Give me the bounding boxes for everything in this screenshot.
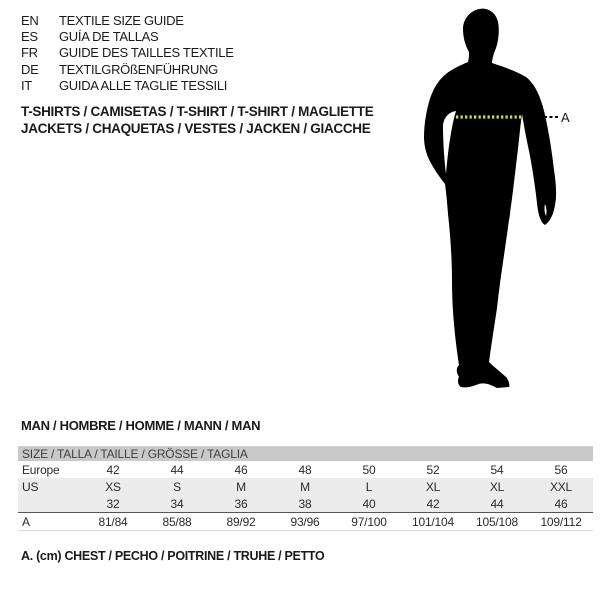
language-label: TEXTILGRÖßENFÜHRUNG bbox=[59, 61, 218, 77]
table-row-us bbox=[18, 478, 593, 495]
size-cell: 46 bbox=[234, 462, 248, 477]
language-label: GUIDE DES TAILLES TEXTILE bbox=[59, 45, 234, 61]
size-cell: 44 bbox=[490, 496, 504, 511]
size-cell: 48 bbox=[298, 462, 312, 477]
size-cell: XS bbox=[105, 479, 121, 494]
size-cell: M bbox=[300, 479, 310, 494]
size-cell: XL bbox=[425, 479, 441, 494]
language-label: GUIDA ALLE TAGLIE TESSILI bbox=[59, 78, 228, 94]
size-cell: 46 bbox=[554, 496, 568, 511]
size-cell: 44 bbox=[170, 462, 184, 477]
language-code: EN bbox=[21, 12, 39, 28]
product-line-jackets: JACKETS / CHAQUETAS / VESTES / JACKEN / GIACCHE bbox=[21, 121, 371, 136]
product-lines bbox=[21, 103, 373, 137]
language-row bbox=[21, 28, 234, 44]
size-cell: 89/92 bbox=[226, 514, 256, 529]
row-label: Europe bbox=[22, 462, 60, 477]
language-label: GUÍA DE TALLAS bbox=[59, 29, 159, 45]
size-cell: 42 bbox=[106, 462, 120, 477]
table-row-us-numeric bbox=[18, 495, 593, 512]
language-row bbox=[21, 61, 234, 77]
size-cell: 93/96 bbox=[290, 514, 320, 529]
row-label: A bbox=[22, 514, 30, 529]
size-cell: 40 bbox=[362, 496, 376, 511]
language-list bbox=[21, 12, 234, 94]
size-cell: 36 bbox=[234, 496, 248, 511]
language-row bbox=[21, 12, 234, 28]
size-cell: 85/88 bbox=[162, 514, 192, 529]
size-cell: XL bbox=[489, 479, 505, 494]
size-cell: 54 bbox=[490, 462, 504, 477]
language-code: DE bbox=[21, 61, 39, 77]
size-table bbox=[18, 446, 593, 531]
size-cell: 81/84 bbox=[98, 514, 128, 529]
size-table-header: SIZE / TALLA / TAILLE / GRÖSSE / TAGLIA bbox=[18, 446, 593, 461]
language-code: ES bbox=[21, 29, 38, 45]
product-line-tshirts: T-SHIRTS / CAMISETAS / T-SHIRT / T-SHIRT / MAGLIETTE bbox=[21, 104, 374, 119]
table-row-chest-a bbox=[18, 512, 593, 531]
size-cell: 32 bbox=[106, 496, 120, 511]
size-cell: 109/112 bbox=[540, 514, 582, 529]
size-cell: 42 bbox=[426, 496, 440, 511]
size-cell: 101/104 bbox=[412, 514, 454, 529]
size-cell: XXL bbox=[549, 479, 573, 494]
footnote: A. (cm) CHEST / PECHO / POITRINE / TRUHE / PETTO bbox=[21, 549, 325, 563]
language-row bbox=[21, 45, 234, 61]
size-cell: 34 bbox=[170, 496, 184, 511]
language-code: FR bbox=[21, 45, 38, 61]
language-code: IT bbox=[21, 78, 32, 94]
man-silhouette bbox=[408, 0, 600, 400]
size-cell: 52 bbox=[426, 462, 440, 477]
section-title: MAN / HOMBRE / HOMME / MANN / MAN bbox=[21, 418, 261, 433]
table-row-europe bbox=[18, 461, 593, 478]
size-cell: 50 bbox=[362, 462, 376, 477]
size-cell: 38 bbox=[298, 496, 312, 511]
chest-marker-label: A bbox=[561, 110, 570, 125]
body-silhouette-path bbox=[424, 9, 556, 388]
size-cell: 105/108 bbox=[476, 514, 518, 529]
size-cell: 97/100 bbox=[351, 514, 387, 529]
language-label: TEXTILE SIZE GUIDE bbox=[59, 12, 184, 28]
size-cell: L bbox=[365, 479, 373, 494]
size-cell: 56 bbox=[554, 462, 568, 477]
size-cell: S bbox=[173, 479, 181, 494]
size-cell: M bbox=[236, 479, 246, 494]
language-row bbox=[21, 78, 234, 94]
row-label: US bbox=[22, 479, 39, 494]
